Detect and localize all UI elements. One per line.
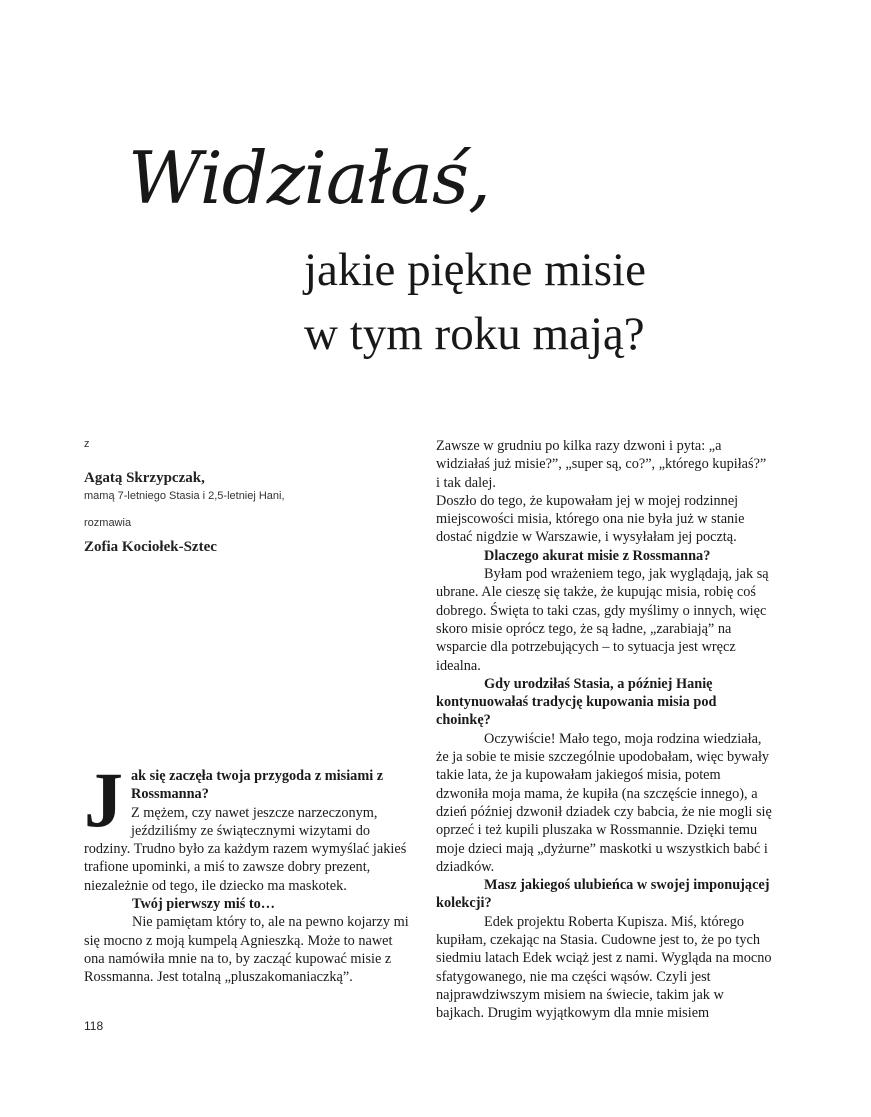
credits-with-label: z [84,438,90,450]
title-sub-line-1: jakie piękne misie [304,244,646,296]
interviewee-name: Agatą Skrzypczak, [84,470,205,486]
interviewer-name: Zofia Kociołek-Sztec [84,539,217,555]
question: Dlaczego akurat misie z Rossmanna? [484,547,711,564]
question: Gdy urodziłaś Stasia, a później Hanię kontynuowałaś tradycję kupowania misia pod choinkę? [436,675,717,729]
article-column-left [84,756,410,987]
title-sub-line-2: w tym roku mają? [304,308,645,360]
paragraph: Zawsze w grudniu po kilka razy dzwoni i pyta: „a widziałaś już misie?”, „super są, co?”, „którego kupiłaś?” i tak dalej. [436,438,767,491]
credits [84,438,404,556]
answer: Z mężem, czy nawet jeszcze narzeczonym, jeździliśmy ze świątecznymi wizytami do rodziny. Trudno było za każdym razem wymyślać jakieś trafione upominki, a miś to zawsze dobry prezent, niezależnie od tego, ile dziecko ma maskotek. [84,804,407,894]
title-main: Widziałaś, [128,136,490,220]
answer: Byłam pod wrażeniem tego, jak wyglądają, jak są ubrane. Ale cieszę się także, że kupując misia, robię coś dobrego. Święta to taki czas, gdy myślimy o innych, więc skoro misie oprócz tego, że są ładne, „zarabiają” na wsparcie dla potrzebujących – to sytuacja jest wręcz idealna. [436,566,769,674]
paragraph: Doszło do tego, że kupowałam jej w mojej rodzinnej miejscowości misia, którego ona nie była już w stanie dostać nigdzie w Warszawie, i wysyłałam jej pocztą. [436,492,745,546]
page-number: 118 [84,1019,104,1033]
drop-cap: J [84,756,123,843]
answer: Nie pamiętam który to, ale na pewno kojarzy mi się mocno z moją kumpelą Agnieszką. Może to nawet ona namówiła mnie na to, by zacząć kupować misie z Rossmanna. Jest totalną „pluszakomaniaczką”. [84,914,409,986]
title-subtitle [304,238,646,366]
question: Masz jakiegoś ulubieńca w swojej imponującej kolekcji? [436,877,770,912]
credits-talks-label: rozmawia [84,517,132,529]
answer: Oczywiście! Mało tego, moja rodzina wiedziała, że ja sobie te misie szczególnie upodobałam, więc bywały takie lata, że ja kupowałam jakiegoś misia, potem dzwoniła moja mama, że kupiła (na szczęście innego), a dzień później dzwonił dziadek czy babcia, że nie mogli się oprzeć i też kupili pluszaka w Rossmannie. Dzięki temu moje dzieci mają „dyżurne” maskotki u wszystkich babć i dziadków. [436,730,772,875]
question: Twój pierwszy miś to… [132,896,276,913]
article-column-right [436,437,772,1023]
question: ak się zaczęła twoja przygoda z misiami z Rossmanna? [131,768,384,803]
interviewee-description: mamą 7-letniego Stasia i 2,5-letniej Hani, [84,490,285,502]
answer: Edek projektu Roberta Kupisza. Miś, którego kupiłam, czekając na Stasia. Cudowne jest to, że po tych siedmiu latach Edek wciąż jest z nami. Wygląda na mocno sfatygowanego, nie ma części wąsów. Czyli jest najprawdziwszym misiem na świecie, takim jak w bajkach. Drugim wyjątkowym dla mnie misiem [436,913,772,1022]
